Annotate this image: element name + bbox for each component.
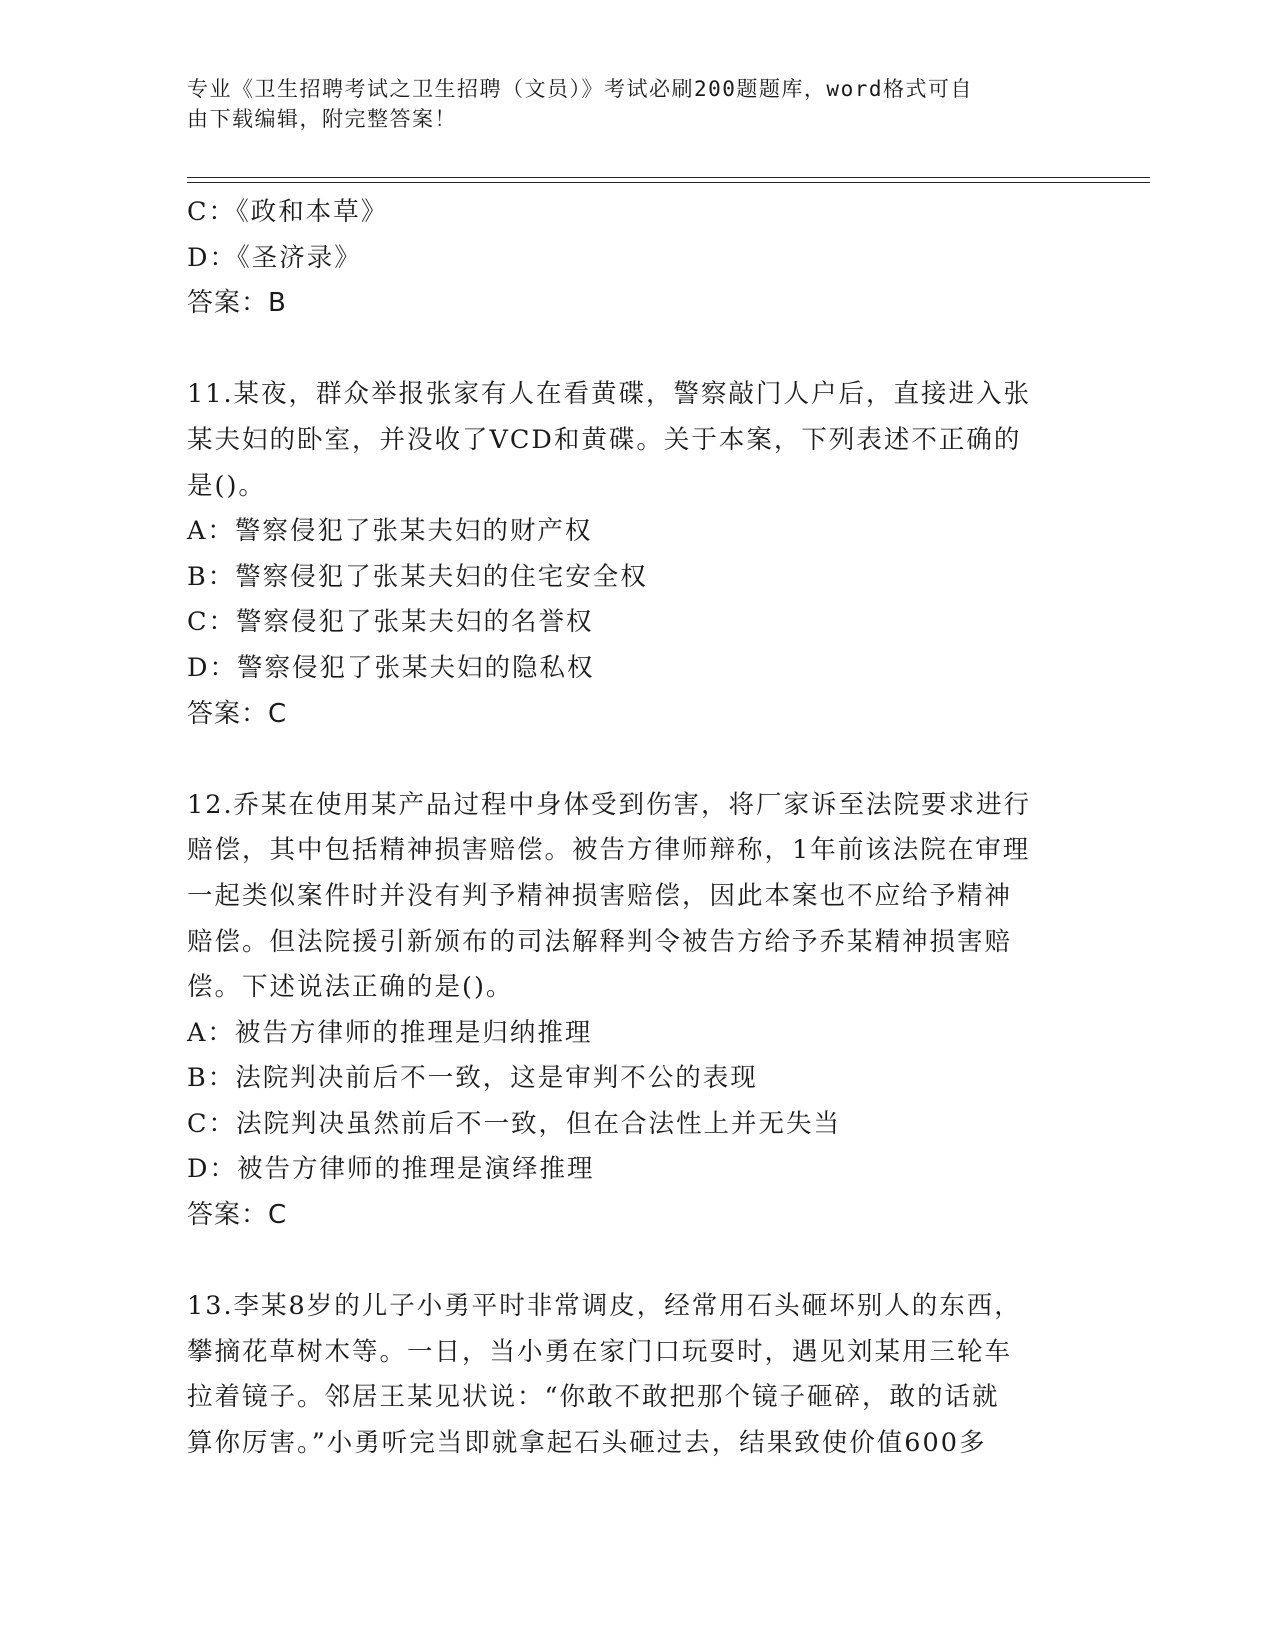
q12-stem-line: 赔偿，其中包括精神损害赔偿。被告方律师辩称，1年前该法院在审理: [187, 835, 1031, 866]
header-divider-top: [187, 177, 1150, 178]
q11-option-c: C：警察侵犯了张某夫妇的名誉权: [187, 607, 594, 638]
q12-option-a: A：被告方律师的推理是归纳推理: [187, 1017, 593, 1048]
q11-stem-line: 11.某夜，群众举报张家有人在看黄碟，警察敲门人户后，直接进入张: [187, 379, 1032, 410]
q10-answer: 答案：B: [187, 288, 287, 319]
document-header: [187, 74, 1067, 134]
spacer: [187, 1239, 1087, 1285]
q12-option-d: D：被告方律师的推理是演绎推理: [187, 1154, 595, 1185]
q12-stem-line: 偿。下述说法正确的是()。: [187, 972, 514, 1003]
q11-option-a: A：警察侵犯了张某夫妇的财产权: [187, 516, 593, 547]
q13-stem-line: 拉着镜子。邻居王某见状说：“你敢不敢把那个镜子砸碎，敢的话就: [187, 1382, 1000, 1413]
header-divider-bottom: [187, 182, 1150, 183]
q11-answer: 答案：C: [187, 698, 288, 729]
q12-option-b: B：法院判决前后不一致，这是审判不公的表现: [187, 1063, 758, 1094]
q13-stem-line: 攀摘花草树木等。一日，当小勇在家门口玩耍时，遇见刘某用三轮车: [187, 1336, 1013, 1367]
question-list: [187, 190, 1087, 1467]
q13-stem-line: 13.李某8岁的儿子小勇平时非常调皮，经常用石头砸坏别人的东西，: [187, 1291, 1022, 1322]
q12-stem-line: 12.乔某在使用某产品过程中身体受到伤害，将厂家诉至法院要求进行: [187, 789, 1032, 820]
spacer: [187, 327, 1087, 373]
q10-option-c: C：《政和本草》: [187, 197, 389, 227]
q12-answer: 答案：C: [187, 1200, 288, 1231]
spacer: [187, 737, 1087, 783]
q11-option-d: D：警察侵犯了张某夫妇的隐私权: [187, 652, 595, 683]
q13-stem-line: 算你厉害。”小勇听完当即就拿起石头砸过去，结果致使价值600多: [187, 1428, 987, 1459]
q12-stem-line: 赔偿。但法院援引新颁布的司法解释判令被告方给予乔某精神损害赔: [187, 926, 1013, 957]
header-line-1: 专业《卫生招聘考试之卫生招聘（文员）》考试必刷200题题库，word格式可自: [187, 77, 973, 101]
q11-stem-line: 某夫妇的卧室，并没收了VCD和黄碟。关于本案，下列表述不正确的: [187, 424, 1022, 455]
q11-option-b: B：警察侵犯了张某夫妇的住宅安全权: [187, 561, 648, 592]
q11-stem-line: 是()。: [187, 470, 266, 501]
q10-option-d: D：《圣济录》: [187, 242, 362, 273]
q12-stem-line: 一起类似案件时并没有判予精神损害赔偿，因此本案也不应给予精神: [187, 880, 1013, 911]
header-line-2: 由下载编辑，附完整答案！: [187, 107, 457, 131]
q12-option-c: C：法院判决虽然前后不一致，但在合法性上并无失当: [187, 1108, 842, 1139]
